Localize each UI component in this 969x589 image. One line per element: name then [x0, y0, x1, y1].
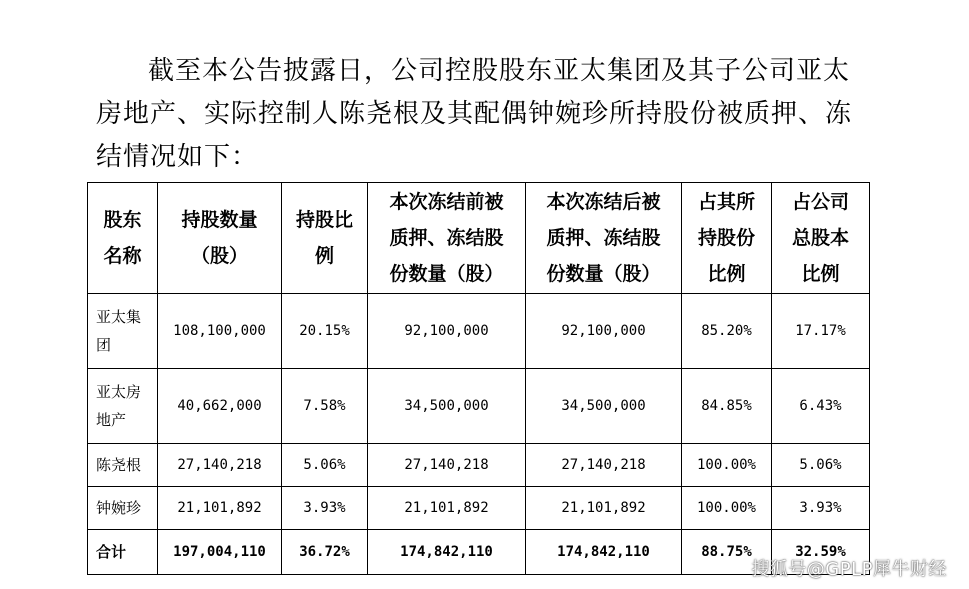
total-pct-cell: 17.17% [772, 294, 870, 369]
table-row [88, 369, 870, 444]
ratio-cell: 20.15% [282, 294, 368, 369]
watermark: 搜狐号@GPLP犀牛财经 [751, 559, 947, 580]
table-row [88, 487, 870, 530]
shareholder-name-cell: 亚太房 地产 [88, 369, 158, 444]
own-pct-cell: 100.00% [682, 487, 772, 530]
ratio-cell: 3.93% [282, 487, 368, 530]
ratio-cell: 5.06% [282, 444, 368, 487]
total-label-cell: 合计 [88, 530, 158, 575]
before-cell: 92,100,000 [368, 294, 526, 369]
table-header-row [88, 183, 870, 294]
header-holding-ratio: 持股比 例 [282, 183, 368, 294]
after-cell: 21,101,892 [526, 487, 682, 530]
shares-cell: 21,101,892 [158, 487, 282, 530]
total-pct-cell: 6.43% [772, 369, 870, 444]
header-total-share-pct: 占公司 总股本 比例 [772, 183, 870, 294]
total-pct-cell: 5.06% [772, 444, 870, 487]
shareholder-name-cell: 亚太集 团 [88, 294, 158, 369]
before-cell: 34,500,000 [368, 369, 526, 444]
total-shares-cell: 197,004,110 [158, 530, 282, 575]
shareholder-name-cell: 钟婉珍 [88, 487, 158, 530]
own-pct-cell: 85.20% [682, 294, 772, 369]
before-cell: 27,140,218 [368, 444, 526, 487]
shares-cell: 40,662,000 [158, 369, 282, 444]
total-after-cell: 174,842,110 [526, 530, 682, 575]
header-after-freeze: 本次冻结后被 质押、冻结股 份数量（股） [526, 183, 682, 294]
total-before-cell: 174,842,110 [368, 530, 526, 575]
header-before-freeze: 本次冻结前被 质押、冻结股 份数量（股） [368, 183, 526, 294]
shares-cell: 27,140,218 [158, 444, 282, 487]
pledge-freeze-table [87, 182, 870, 575]
table-row [88, 444, 870, 487]
after-cell: 27,140,218 [526, 444, 682, 487]
shareholder-name-cell: 陈尧根 [88, 444, 158, 487]
own-pct-cell: 84.85% [682, 369, 772, 444]
shares-cell: 108,100,000 [158, 294, 282, 369]
total-own-pct-cell: 88.75% [682, 530, 772, 575]
own-pct-cell: 100.00% [682, 444, 772, 487]
before-cell: 21,101,892 [368, 487, 526, 530]
intro-text: 截至本公告披露日，公司控股股东亚太集团及其子公司亚太房地产、实际控制人陈尧根及其配偶钟婉珍所持股份被质押、冻结情况如下： [96, 56, 853, 172]
intro-paragraph [96, 50, 866, 179]
ratio-cell: 7.58% [282, 369, 368, 444]
after-cell: 34,500,000 [526, 369, 682, 444]
header-shares-held: 持股数量 （股） [158, 183, 282, 294]
header-shareholder-name: 股东 名称 [88, 183, 158, 294]
total-total-pct-cell: 32.59% [772, 530, 870, 575]
total-ratio-cell: 36.72% [282, 530, 368, 575]
header-own-share-pct: 占其所 持股份 比例 [682, 183, 772, 294]
table-row [88, 294, 870, 369]
after-cell: 92,100,000 [526, 294, 682, 369]
total-pct-cell: 3.93% [772, 487, 870, 530]
